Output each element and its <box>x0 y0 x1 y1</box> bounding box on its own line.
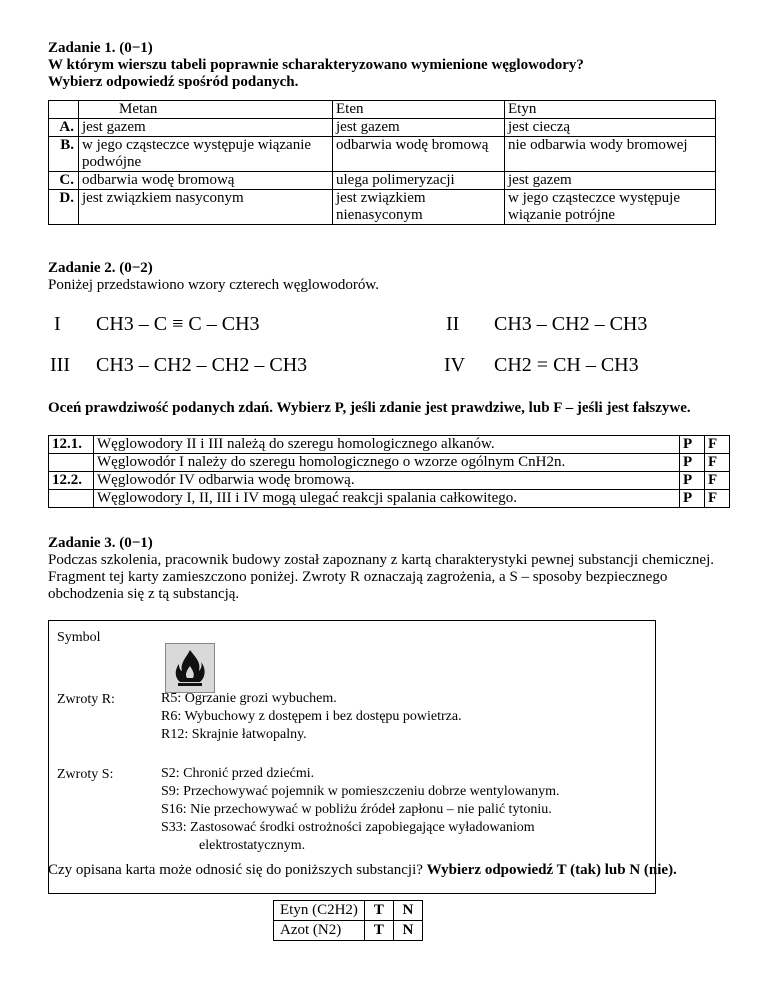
option-n[interactable]: N <box>393 901 422 921</box>
task1-table <box>48 100 716 225</box>
s-phrase: S16: Nie przechowywać w pobliżu źródeł zapłonu – nie palić tytoniu. <box>161 802 552 817</box>
table-row <box>49 490 730 508</box>
formula-label: I <box>54 313 61 335</box>
task1-question: W którym wierszu tabeli poprawnie scharakteryzowano wymienione węglowodory? <box>48 57 584 73</box>
statement-number <box>49 490 94 508</box>
s-phrases-label: Zwroty S: <box>57 767 114 782</box>
flame-icon <box>165 643 215 693</box>
table-row <box>49 436 730 454</box>
table-row <box>49 454 730 472</box>
formula-label: IV <box>444 354 466 376</box>
s-phrase: elektrostatycznym. <box>199 838 306 853</box>
substance-name: Azot (N2) <box>274 921 365 941</box>
substance-name: Etyn (C2H2) <box>274 901 365 921</box>
row-label: A. <box>49 119 79 137</box>
symbol-label: Symbol <box>57 630 101 645</box>
s-phrase: S33: Zastosować środki ostrożności zapobiegające wyładowaniom <box>161 820 535 835</box>
table-cell: jest związkiem nienasyconym <box>333 190 505 225</box>
statement-number <box>49 454 94 472</box>
task3-table <box>273 900 423 941</box>
formula-label: II <box>446 313 460 335</box>
r-phrases-label: Zwroty R: <box>57 692 115 707</box>
task1-heading: Zadanie 1. (0−1) <box>48 40 153 56</box>
task2-instruction: Oceń prawdziwość podanych zdań. Wybierz P, jeśli zdanie jest prawdziwe, lub F – jeśli jest fałszywe. <box>48 400 691 416</box>
col-header: Metan <box>79 101 333 119</box>
table-row[interactable] <box>49 172 716 190</box>
table-row[interactable] <box>49 119 716 137</box>
table-cell: w jego cząsteczce występuje wiązanie podwójne <box>79 137 333 172</box>
table-cell: w jego cząsteczce występuje wiązanie potrójne <box>505 190 716 225</box>
row-label: C. <box>49 172 79 190</box>
table-cell: jest gazem <box>79 119 333 137</box>
s-phrase: S2: Chronić przed dziećmi. <box>161 766 315 781</box>
formula-II: CH3 – CH2 – CH3 <box>494 313 648 335</box>
statement-number: 12.2. <box>49 472 94 490</box>
option-n[interactable]: N <box>393 921 422 941</box>
task3-intro: Podczas szkolenia, pracownik budowy został zapoznany z kartą charakterystyki pewnej substancji chemicznej. Fragment tej karty zamieszczono poniżej. Zwroty R oznaczają zagrożenia, a S – sposoby bezpiecznego obchodzenia się z tą substancją. <box>48 552 715 602</box>
task3-question-block <box>48 862 730 879</box>
formula-III: CH3 – CH2 – CH2 – CH3 <box>96 354 308 376</box>
r-phrase: R5: Ogrzanie grozi wybuchem. <box>161 691 337 706</box>
table-row[interactable] <box>49 137 716 172</box>
option-f[interactable]: F <box>705 472 730 490</box>
r-phrase: R6: Wybuchowy z dostępem i bez dostępu powietrza. <box>161 709 462 724</box>
task3-heading: Zadanie 3. (0−1) <box>48 535 153 551</box>
table-cell: odbarwia wodę bromową <box>333 137 505 172</box>
task3-instruction: Wybierz odpowiedź T (tak) lub N (nie). <box>426 862 677 878</box>
option-p[interactable]: P <box>680 472 705 490</box>
table-cell: jest gazem <box>333 119 505 137</box>
formula-IV: CH2 = CH – CH3 <box>494 354 639 376</box>
task1-instruction: Wybierz odpowiedź spośród podanych. <box>48 74 299 90</box>
table-cell: jest związkiem nasyconym <box>79 190 333 225</box>
table-row[interactable] <box>49 190 716 225</box>
table-header-row <box>49 101 716 119</box>
table-cell: odbarwia wodę bromową <box>79 172 333 190</box>
table-row <box>274 921 423 941</box>
option-t[interactable]: T <box>364 921 393 941</box>
task2-table <box>48 435 730 508</box>
statement-number: 12.1. <box>49 436 94 454</box>
option-p[interactable]: P <box>680 454 705 472</box>
row-label: B. <box>49 137 79 172</box>
exam-page <box>48 40 730 938</box>
formula-I: CH3 – C ≡ C – CH3 <box>96 313 260 335</box>
task2-heading: Zadanie 2. (0−2) <box>48 260 153 276</box>
statement-text: Węglowodory II i III należą do szeregu homologicznego alkanów. <box>94 436 680 454</box>
table-row <box>49 472 730 490</box>
row-label: D. <box>49 190 79 225</box>
statement-text: Węglowodory I, II, III i IV mogą ulegać reakcji spalania całkowitego. <box>94 490 680 508</box>
formula-label: III <box>50 354 70 376</box>
col-header: Eten <box>333 101 505 119</box>
statement-text: Węglowodór I należy do szeregu homologicznego o wzorze ogólnym CnH2n. <box>94 454 680 472</box>
option-f[interactable]: F <box>705 454 730 472</box>
col-header: Etyn <box>505 101 716 119</box>
r-phrase: R12: Skrajnie łatwopalny. <box>161 727 307 742</box>
option-t[interactable]: T <box>364 901 393 921</box>
table-cell: nie odbarwia wody bromowej <box>505 137 716 172</box>
statement-text: Węglowodór IV odbarwia wodę bromową. <box>94 472 680 490</box>
option-f[interactable]: F <box>705 436 730 454</box>
table-cell: ulega polimeryzacji <box>333 172 505 190</box>
task3-question: Czy opisana karta może odnosić się do poniższych substancji? <box>48 862 423 878</box>
table-row <box>274 901 423 921</box>
task2-intro: Poniżej przedstawiono wzory czterech węglowodorów. <box>48 277 379 293</box>
table-cell: jest gazem <box>505 172 716 190</box>
table-cell: jest cieczą <box>505 119 716 137</box>
s-phrase: S9: Przechowywać pojemnik w pomieszczeniu dobrze wentylowanym. <box>161 784 560 799</box>
option-p[interactable]: P <box>680 490 705 508</box>
option-p[interactable]: P <box>680 436 705 454</box>
option-f[interactable]: F <box>705 490 730 508</box>
safety-data-card <box>48 620 656 894</box>
